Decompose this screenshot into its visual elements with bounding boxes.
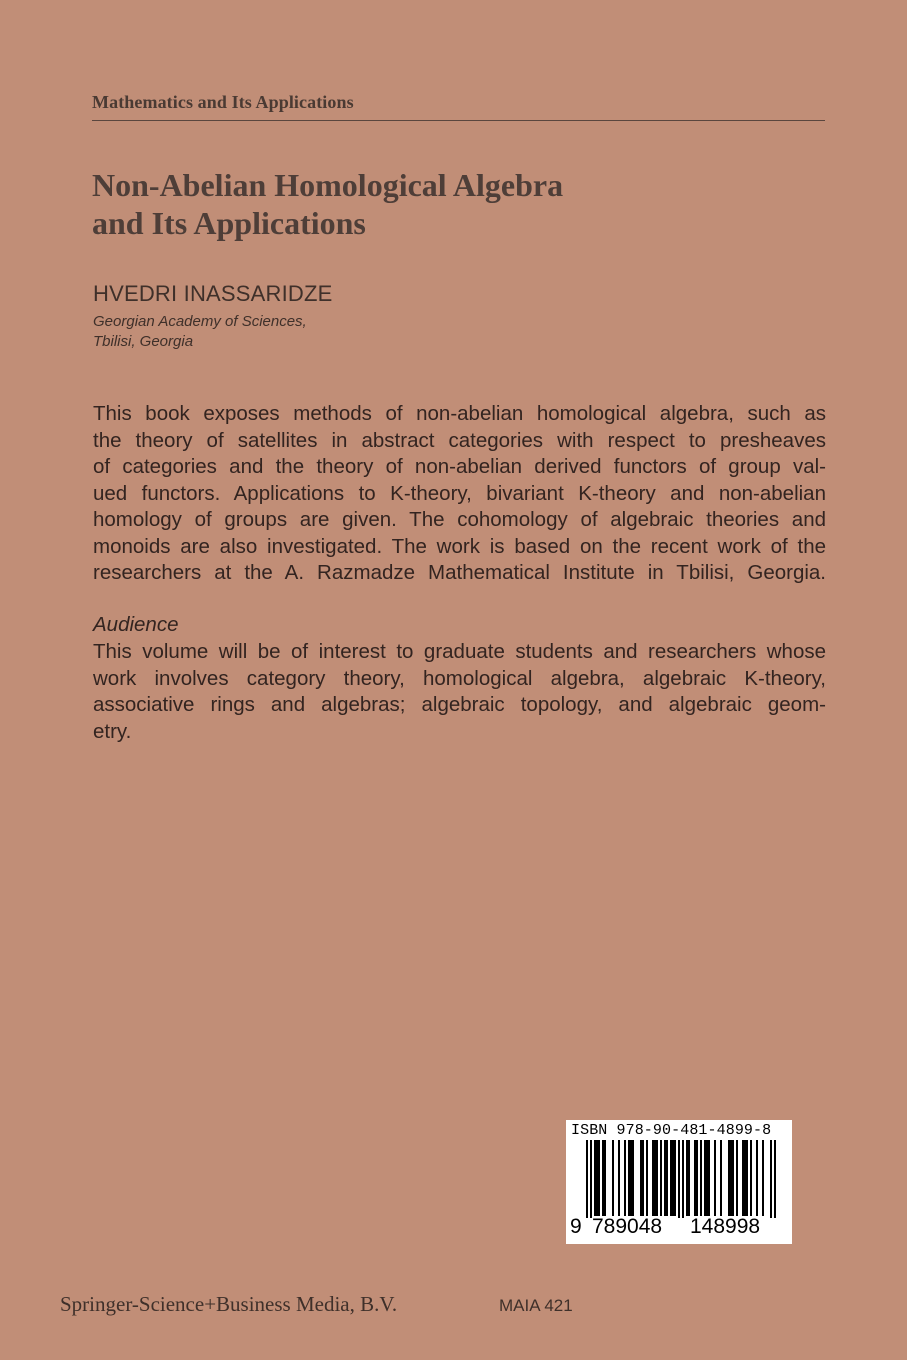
barcode-bar bbox=[604, 1140, 606, 1216]
barcode-bar bbox=[596, 1140, 598, 1216]
affiliation-line-1: Georgian Academy of Sciences, bbox=[93, 313, 307, 330]
isbn-label: ISBN 978-90-481-4899-8 bbox=[571, 1122, 772, 1139]
barcode-bar bbox=[686, 1140, 688, 1216]
barcode-bar bbox=[770, 1140, 772, 1218]
barcode-bar bbox=[672, 1140, 674, 1216]
isbn-barcode bbox=[566, 1120, 792, 1244]
audience-line: etry. bbox=[93, 719, 132, 743]
description-line: This book exposes methods of non-abelian homological algebra, such as bbox=[93, 402, 826, 425]
author-name: HVEDRI INASSARIDZE bbox=[93, 281, 333, 306]
ean-right-group: 148998 bbox=[690, 1215, 761, 1238]
barcode-bar bbox=[602, 1140, 604, 1216]
barcode-bar bbox=[704, 1140, 706, 1216]
book-title-line-1: Non-Abelian Homological Algebra bbox=[92, 167, 564, 203]
description-line: researchers at the A. Razmadze Mathematical Institute in Tbilisi, Georgia. bbox=[93, 561, 826, 584]
barcode-bar bbox=[762, 1140, 764, 1216]
description-line: the theory of satellites in abstract categories with respect to presheaves bbox=[93, 428, 826, 452]
ean-left-group: 789048 bbox=[592, 1215, 663, 1238]
barcode-bar bbox=[720, 1140, 722, 1216]
barcode-bar bbox=[586, 1140, 588, 1218]
description-line: monoids are also investigated. The work is based on the recent work of the bbox=[93, 534, 826, 558]
barcode-bar bbox=[736, 1140, 738, 1216]
audience-heading: Audience bbox=[93, 613, 179, 636]
affiliation-line-2: Tbilisi, Georgia bbox=[93, 333, 194, 350]
barcode-bar bbox=[590, 1140, 592, 1218]
barcode-bar bbox=[696, 1140, 698, 1216]
barcode-bar bbox=[666, 1140, 668, 1216]
book-description bbox=[93, 401, 826, 587]
barcode-bar bbox=[652, 1140, 654, 1216]
barcode-bar bbox=[642, 1140, 644, 1216]
barcode-bar bbox=[656, 1140, 658, 1216]
barcode-bar bbox=[670, 1140, 672, 1216]
series-divider bbox=[92, 120, 825, 121]
barcode-bar bbox=[744, 1140, 746, 1216]
barcode-bar bbox=[746, 1140, 748, 1216]
barcode-bar bbox=[594, 1140, 596, 1216]
barcode-bar bbox=[756, 1140, 758, 1216]
barcode-bar bbox=[678, 1140, 680, 1218]
series-code: MAIA 421 bbox=[499, 1296, 573, 1315]
audience-text bbox=[93, 639, 826, 745]
series-title: Mathematics and Its Applications bbox=[92, 92, 354, 112]
barcode-bar bbox=[598, 1140, 600, 1216]
barcode-bar bbox=[628, 1140, 630, 1216]
audience-line: associative rings and algebras; algebraic topology, and algebraic geom- bbox=[93, 693, 826, 716]
barcode-bar bbox=[632, 1140, 634, 1216]
description-line: homology of groups are given. The cohomology of algebraic theories and bbox=[93, 508, 826, 531]
barcode-bar bbox=[732, 1140, 734, 1216]
barcode-bar bbox=[730, 1140, 732, 1216]
barcode-bar bbox=[618, 1140, 620, 1216]
ean-first-digit: 9 bbox=[570, 1215, 582, 1238]
barcode-bar bbox=[708, 1140, 710, 1216]
barcode-bar bbox=[664, 1140, 666, 1216]
barcode-bar bbox=[640, 1140, 642, 1216]
barcode-bar bbox=[682, 1140, 684, 1218]
barcode-bar bbox=[774, 1140, 776, 1218]
barcode-bar bbox=[742, 1140, 744, 1216]
barcode-bar bbox=[706, 1140, 708, 1216]
barcode-bar bbox=[654, 1140, 656, 1216]
barcode-bar bbox=[630, 1140, 632, 1216]
barcode-bar bbox=[624, 1140, 626, 1216]
audience-line: This volume will be of interest to graduate students and researchers whose bbox=[93, 640, 826, 663]
barcode-bar bbox=[700, 1140, 702, 1216]
barcode-bar bbox=[728, 1140, 730, 1216]
barcode-bar bbox=[694, 1140, 696, 1216]
barcode-bar bbox=[714, 1140, 716, 1216]
book-title-line-2: and Its Applications bbox=[92, 205, 366, 241]
barcode-bar bbox=[646, 1140, 648, 1216]
barcode-bar bbox=[612, 1140, 614, 1216]
audience-line: work involves category theory, homological algebra, algebraic K-theory, bbox=[93, 666, 826, 690]
description-line: of categories and the theory of non-abelian derived functors of group val- bbox=[93, 455, 826, 478]
barcode-bar bbox=[660, 1140, 662, 1216]
description-line: ued functors. Applications to K-theory, bivariant K-theory and non-abelian bbox=[93, 481, 826, 505]
barcode-bar bbox=[674, 1140, 676, 1216]
book-title bbox=[92, 166, 563, 242]
publisher-name: Springer-Science+Business Media, B.V. bbox=[60, 1292, 398, 1316]
author-affiliation bbox=[93, 312, 307, 352]
barcode-bar bbox=[688, 1140, 690, 1216]
barcode-bar bbox=[750, 1140, 752, 1216]
